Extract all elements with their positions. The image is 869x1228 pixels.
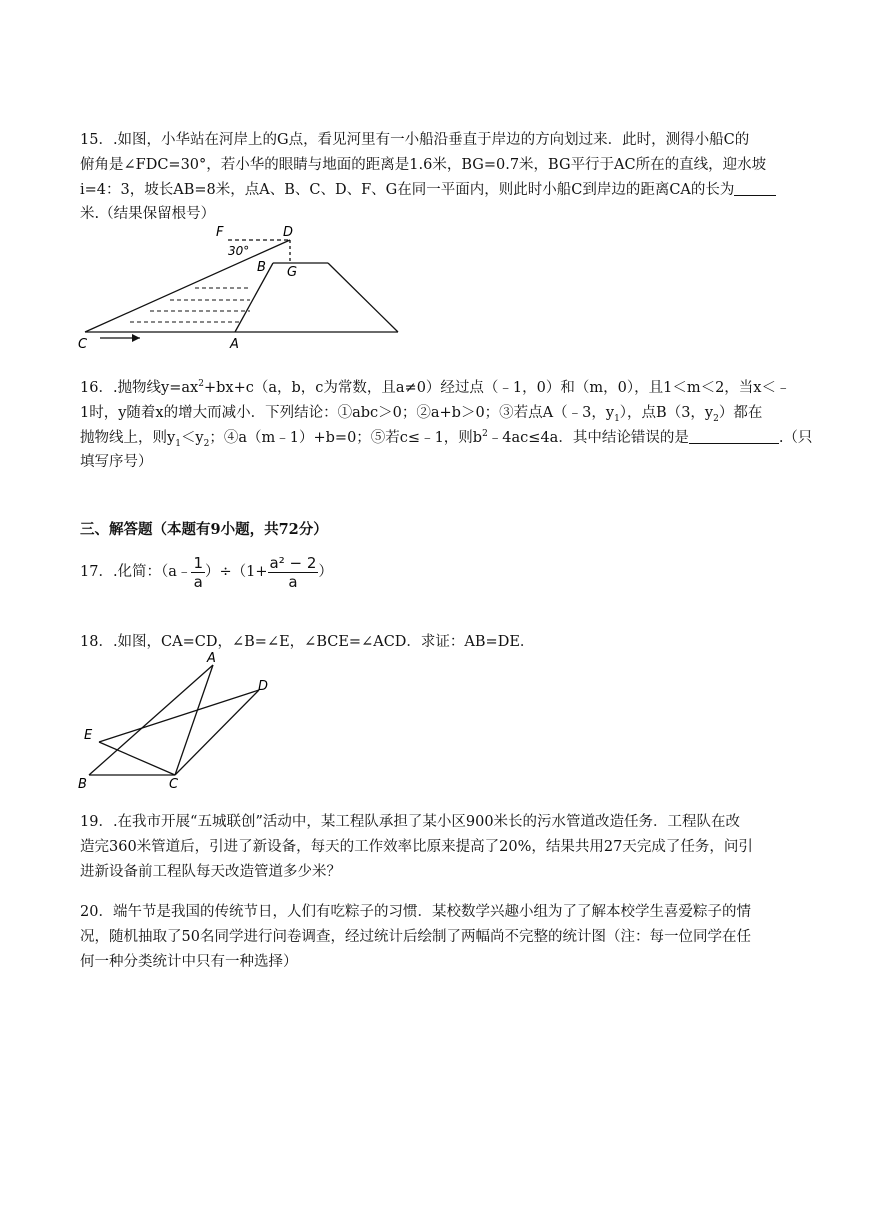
q16-line-3-c: ；④a（m﹣1）+b=0；⑤若c≤﹣1，则b [209,430,483,446]
q18-segment-ed [99,690,259,742]
q16-line-1-sup: 2 [198,379,204,390]
q18-label-a: A [207,651,216,666]
q15-label-angle: 30° [228,244,250,258]
q17-frac2-numerator: a² − 2 [269,553,317,572]
q16-line-3-sub2: 2 [203,438,210,449]
q18-line: 18．.如图，CA=CD，∠B=∠E，∠BCE=∠ACD．求证：AB=DE． [80,634,535,650]
q16-line-3-b: ＜y [180,430,204,446]
q16-line-3-a: 抛物线上，则y [80,430,176,446]
q15-line-3 [80,180,776,200]
q16-line-2-sub1: 1 [614,413,620,424]
q19-line-2: 造完360米管道后，引进了新设备，每天的工作效率比原来提高了20%，结果共用27天完成了任务，问引 [80,839,753,855]
q16-line-2-mid: ），点B（3，y [619,405,714,421]
q16-line-1 [80,378,790,398]
q18-label-c: C [169,777,179,792]
q15-label-f: F [216,225,224,240]
q16-line-1-a: 16．.抛物线y=ax [80,380,199,396]
q19-line-1: 19．.在我市开展“五城联创”活动中，某工程队承担了某小区900米长的污水管道改造任务．工程队在改 [80,814,741,830]
q17-mid: ）÷（1+ [205,564,268,580]
q17-prefix: 17．.化简：（a﹣ [80,564,192,580]
q20-line-3: 何一种分类统计中只有一种选择） [80,954,298,970]
q15-arrow-head [132,334,140,342]
q16-line-3-e: .（只 [778,430,813,446]
q15-right-slope [328,263,398,332]
q15-answer-blank[interactable] [734,180,776,196]
q16-line-2-end: ）都在 [718,405,763,421]
q16-line-2-a: 1时，y随着x的增大而减小．下列结论：①abc＞0；②a+b＞0；③若点A（﹣3，y [80,405,615,421]
q16-line-3-sup: 2 [482,429,488,440]
q17-fraction-2 [268,554,319,591]
q15-line-1: 15．.如图，小华站在河岸上的G点，看见河里有一小船沿垂直于岸边的方向划过来．此时，测得小船C的 [80,132,750,148]
section-3-heading: 三、解答题（本题有9小题，共72分） [80,521,328,538]
q18-segment-cd [175,690,259,775]
q17-line [80,553,333,591]
q16-line-2-sub2: 2 [713,413,719,424]
q15-slope-ab [235,263,273,332]
q17-frac1-denominator: a [193,572,203,591]
q16-line-3 [80,428,812,448]
q20-line-2: 况，随机抽取了50名同学进行问卷调查，经过统计后绘制了两幅尚不完整的统计图（注：每一位同学在任 [80,929,751,945]
q15-line-2: 俯角是∠FDC=30°，若小华的眼睛与地面的距离是1.6米，BG=0.7米，BG平行于AC所在的直线，迎水坡 [80,157,767,173]
q16-line-4: 填写序号） [80,454,153,470]
q15-label-g: G [287,265,298,280]
q16-line-1-b: +bx+c（a，b，c为常数，且a≠0）经过点（﹣1，0）和（m，0），且1＜m＜2，当x＜﹣ [203,380,791,396]
q17-frac1-numerator: 1 [193,553,204,572]
q19-line-3: 进新设备前工程队每天改造管道多少米？ [80,864,341,880]
q15-line-4: 米.（结果保留根号） [80,206,216,222]
q15-sight-line [85,240,290,332]
q15-label-d: D [283,225,294,240]
q16-line-2 [80,403,762,423]
q20-line-1: 20．端午节是我国的传统节日，人们有吃粽子的习惯．某校数学兴趣小组为了了解本校学生喜爱粽子的情 [80,904,751,920]
q15-label-b: B [257,260,266,275]
q16-answer-blank[interactable] [689,428,779,444]
q17-suffix: ） [318,564,333,580]
q15-label-a: A [230,337,239,352]
q15-line-3-text: i=4：3，坡长AB=8米，点A、B、C、D、F、G在同一平面内，则此时小船C到岸边的距离CA的长为 [80,182,735,198]
q18-label-e: E [84,728,93,743]
q17-fraction-1 [191,554,205,591]
q16-line-3-d: ﹣4ac≤4a．其中结论错误的是 [487,430,689,446]
q16-line-3-sub1: 1 [175,438,181,449]
q15-figure [70,222,410,352]
q17-frac2-denominator: a [288,572,298,591]
q18-figure [75,648,285,793]
q18-label-d: D [258,679,269,694]
q18-segment-ec [99,742,175,775]
q18-label-b: B [78,777,87,792]
q15-label-c: C [78,337,88,352]
